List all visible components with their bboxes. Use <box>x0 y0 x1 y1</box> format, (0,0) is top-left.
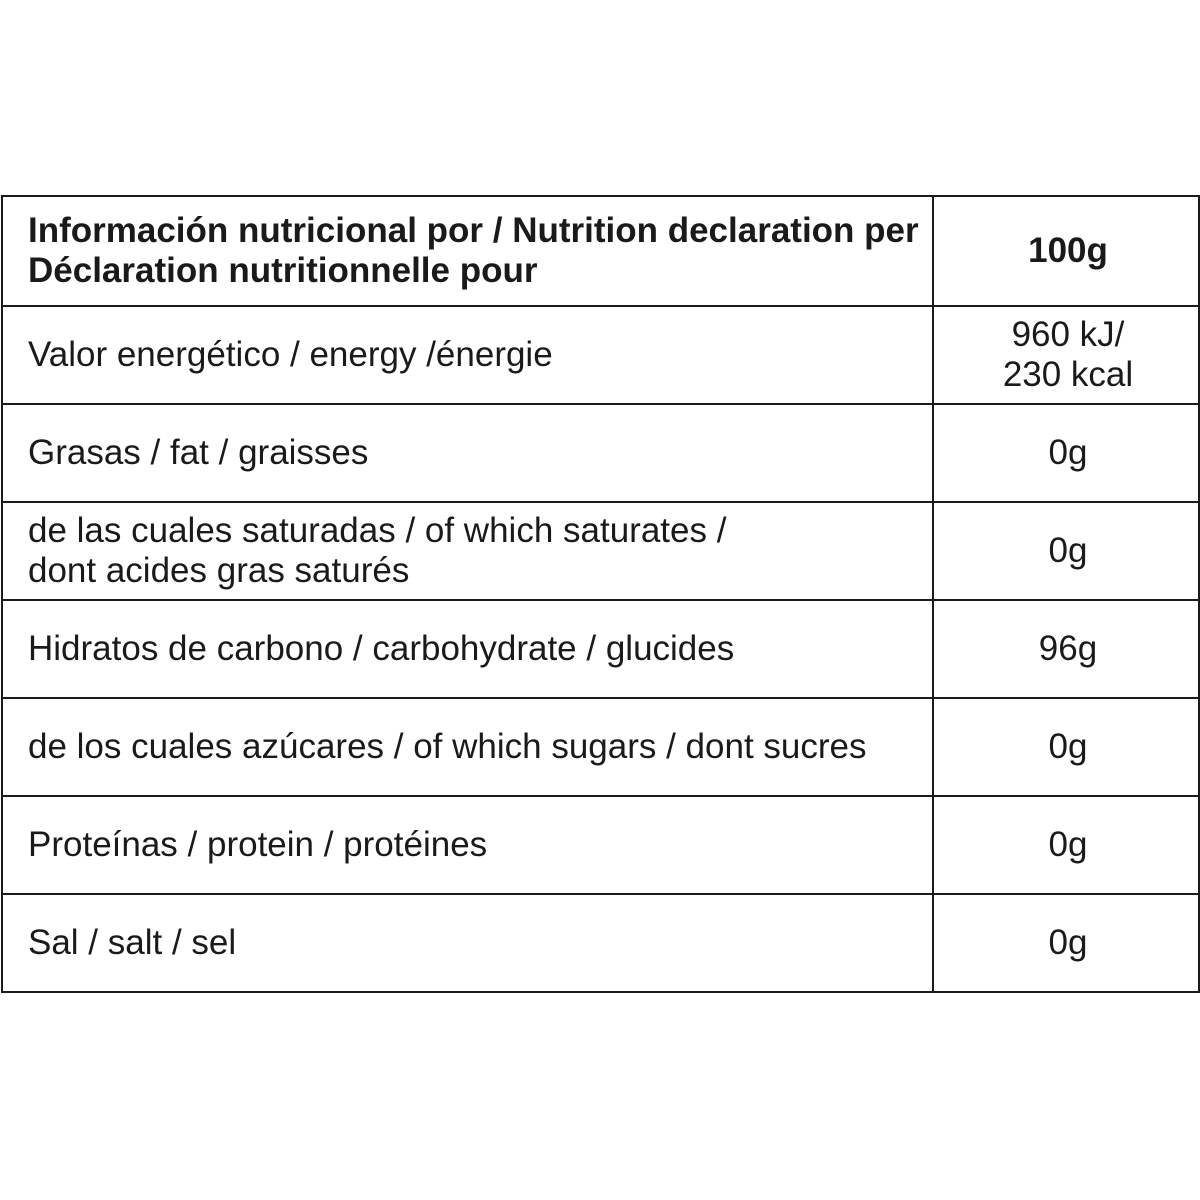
header-value-cell <box>933 196 1199 306</box>
row-value: 0g <box>1048 531 1088 570</box>
row-value: 96g <box>1038 629 1098 668</box>
nutrition-table <box>1 195 1200 993</box>
row-value-line-2: 230 kcal <box>1002 355 1134 394</box>
row-value-cell <box>933 404 1199 502</box>
header-label-line-2: Déclaration nutritionnelle pour <box>28 251 538 290</box>
row-value-cell <box>933 894 1199 992</box>
row-value-cell <box>933 698 1199 796</box>
row-label: Grasas / fat / graisses <box>28 433 369 472</box>
row-value: 0g <box>1048 727 1088 766</box>
table-row-energy <box>2 306 1199 404</box>
row-label-cell <box>2 404 933 502</box>
row-value-cell <box>933 600 1199 698</box>
header-label-line-1: Información nutricional por / Nutrition declaration per <box>28 211 919 250</box>
row-value-cell <box>933 306 1199 404</box>
table-row-salt <box>2 894 1199 992</box>
row-value: 0g <box>1048 433 1088 472</box>
row-value: 0g <box>1048 825 1088 864</box>
table-header-row <box>2 196 1199 306</box>
row-label: de los cuales azúcares / of which sugars / dont sucres <box>28 727 867 766</box>
row-value: 0g <box>1048 923 1088 962</box>
row-value-cell <box>933 502 1199 600</box>
row-value-line-1: 960 kJ/ <box>1011 315 1125 354</box>
row-label-cell <box>2 600 933 698</box>
row-label: Sal / salt / sel <box>28 923 237 962</box>
table-row-carbohydrate <box>2 600 1199 698</box>
row-value-cell <box>933 796 1199 894</box>
row-label-cell <box>2 306 933 404</box>
header-label-cell <box>2 196 933 306</box>
table-row-fat <box>2 404 1199 502</box>
table-row-sugars <box>2 698 1199 796</box>
table-row-saturates <box>2 502 1199 600</box>
header-value: 100g <box>1028 231 1108 270</box>
row-label-cell <box>2 894 933 992</box>
row-label-line-1: de las cuales saturadas / of which saturates / <box>28 511 727 550</box>
row-label-cell <box>2 502 933 600</box>
row-label-line-2: dont acides gras saturés <box>28 551 410 590</box>
row-label-cell <box>2 698 933 796</box>
row-label: Valor energético / energy /énergie <box>28 335 553 374</box>
row-label: Proteínas / protein / protéines <box>28 825 488 864</box>
table-row-protein <box>2 796 1199 894</box>
row-label: Hidratos de carbono / carbohydrate / glucides <box>28 629 735 668</box>
row-label-cell <box>2 796 933 894</box>
